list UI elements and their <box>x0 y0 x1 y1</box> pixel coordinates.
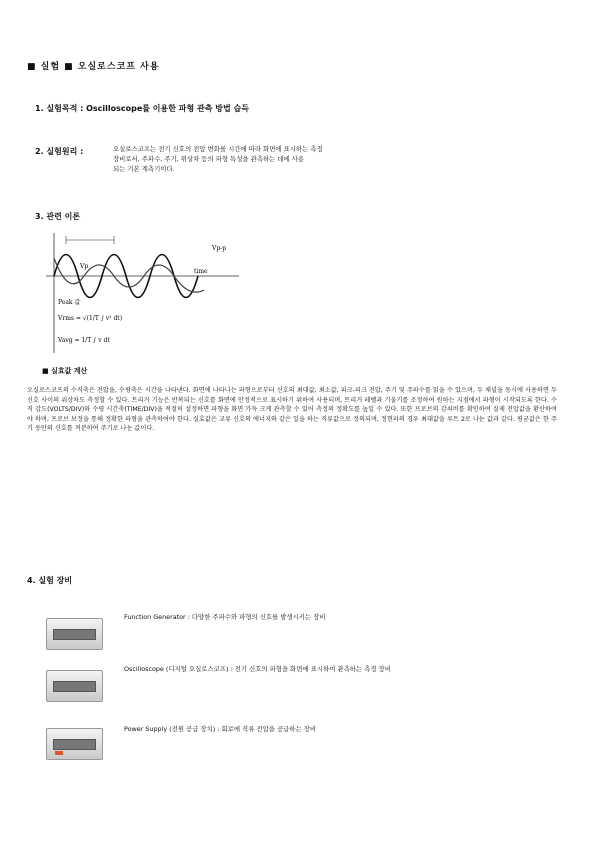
document-title: ■ 실험 ■ 오실로스코프 사용 <box>27 62 160 72</box>
label-vpp: Vp-p <box>212 245 227 252</box>
label-vp: Vp <box>80 263 89 270</box>
section-text: Oscilloscope를 이용한 파형 관측 방법 습득 <box>86 104 249 113</box>
equipment-image-function-generator <box>46 618 103 650</box>
text-line: 장비로서, 주파수, 주기, 위상차 등의 파형 특성을 관측하는 데에 사용 <box>113 155 305 163</box>
body-paragraph: 오실로스코프의 수직축은 전압을, 수평축은 시간을 나타낸다. 화면에 나타나는 파형으로부터 신호의 최대값, 최소값, 피크-피크 전압, 주기 및 주파수를 읽을 수 있으며, 두 채널을 동시에 사용하면 두 신호 사이의 위상차도 측정할 수 있다. 트리거 기능은 반복되는 신호를 화면에 안정적으로 표시하기 위하여 사용되며, 트리거 레벨과 기울기를 조정하여 원하는 지점에서 파형이 시작되도록 한다. 수직 감도(VOLTS/DIV)와 수평 시간축(TIME/DIV)을 적절히 설정하면 파형을 화면 가득 크게 관측할 수 있어 측정의 정확도를 높일 수 있다. 또한 프로브의 감쇠비를 확인하여 실제 전압값을 환산하여야 하며, 프로브 보정을 통해 정확한 파형을 관측하여야 한다. 실효값은 교류 신호의 에너지와 같은 일을 하는 직류값으로 정의되며, 정현파의 경우 최대값을 루트 2로 나눈 값과 같다. 평균값은 한 주기 동안의 신호를 적분하여 주기로 나눈 값이다. <box>27 387 557 433</box>
text-line: 되는 기본 계측기이다. <box>113 165 175 173</box>
section-title: 실험 장비 <box>38 576 73 585</box>
section-4-heading <box>27 575 72 586</box>
text-line: 오실로스코프는 전기 신호의 전압 변화를 시간에 따라 화면에 표시하는 측정 <box>113 145 323 153</box>
sine-wave-2 <box>54 258 204 292</box>
section-1-heading <box>35 103 249 114</box>
section-title: 실험목적 : <box>46 104 84 113</box>
equation-avg: Vavg = 1/T ∫ v dt <box>58 337 110 344</box>
section-number: 4. <box>27 576 36 585</box>
equipment-description: Power Supply (전원 공급 장치) : 회로에 직류 전압을 공급하는 장비 <box>124 725 317 733</box>
section-title: 관련 이론 <box>46 212 81 221</box>
waveform-figure <box>44 228 244 358</box>
equation-rms: Vrms = √(1/T ∫ v² dt) <box>58 315 123 322</box>
equipment-image-oscilloscope <box>46 670 103 702</box>
label-time: time <box>194 268 208 275</box>
section-number: 3. <box>35 212 44 221</box>
equipment-description: Function Generator : 다양한 주파수와 파형의 신호를 발생시키는 장비 <box>124 613 326 621</box>
section-title: 실험원리 : <box>46 147 84 156</box>
section-2-heading <box>35 146 83 157</box>
label-peak: Peak 값 <box>58 299 81 306</box>
equipment-description: Oscilloscope (디지털 오실로스코프) : 전기 신호의 파형을 화면에 표시하여 관측하는 측정 장비 <box>124 665 391 673</box>
section-number: 1. <box>35 104 44 113</box>
section-number: 2. <box>35 147 44 156</box>
section-3-heading <box>35 211 80 222</box>
figure-caption: ■ 실효값 계산 <box>42 367 88 375</box>
section-2-body <box>113 144 543 174</box>
equipment-image-power-supply <box>46 728 103 760</box>
